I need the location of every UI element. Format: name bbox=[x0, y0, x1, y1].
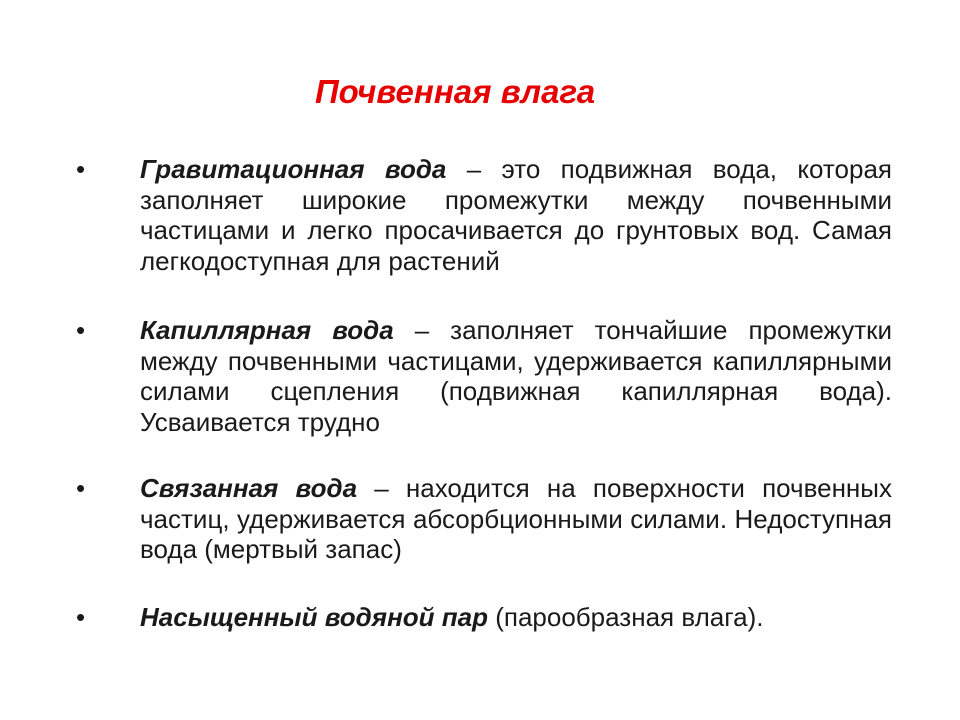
bullet-text: – это подвижная вода, которая заполняет широкие промежутки между почвенными частицами и легко просачивается до грунтовых вод. Самая легкодоступная для растений bbox=[140, 154, 892, 276]
bullet-dot-icon: • bbox=[76, 315, 86, 345]
bullet-dot-icon: • bbox=[76, 154, 86, 184]
bullet-text: – находится на поверхности почвенных частиц, удерживается абсорбционными силами. Недоступная вода (мертвый запас) bbox=[140, 473, 892, 564]
bullet-term: Связанная вода bbox=[140, 473, 358, 503]
bullet-item-gravitational-water bbox=[76, 154, 892, 276]
bullet-term: Гравитационная вода bbox=[140, 154, 447, 184]
bullet-text: (парообразная влага). bbox=[487, 602, 764, 632]
bullet-term: Насыщенный водяной пар bbox=[140, 602, 488, 632]
bullet-dot-icon: • bbox=[76, 602, 86, 632]
bullet-item-capillary-water bbox=[76, 315, 892, 437]
bullet-dot-icon: • bbox=[76, 473, 86, 503]
bullet-text: – заполняет тончайшие промежутки между почвенными частицами, удерживается капиллярными силами сцепления (подвижная капиллярная вода). Усваивается трудно bbox=[140, 315, 892, 437]
bullet-item-water-vapor bbox=[76, 602, 892, 633]
slide-title: Почвенная влага bbox=[314, 73, 596, 110]
bullet-item-bound-water bbox=[76, 473, 892, 565]
bullet-term: Капиллярная вода bbox=[140, 315, 394, 345]
